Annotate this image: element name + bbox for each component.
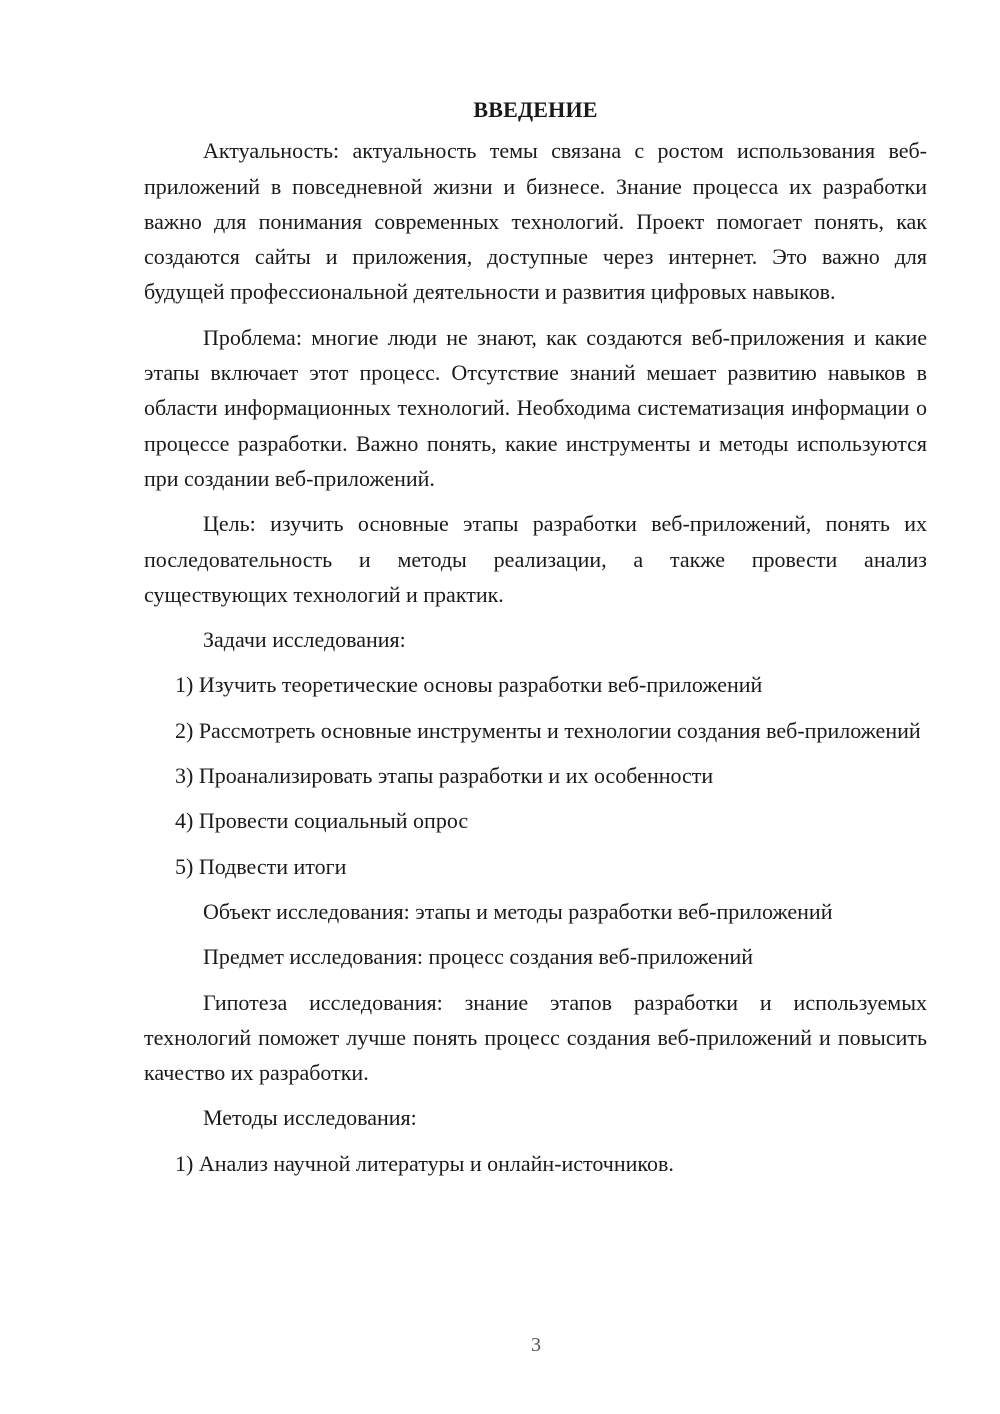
page-content (144, 92, 927, 1191)
method-item-1: 1) Анализ научной литературы и онлайн-источников. (175, 1150, 674, 1176)
page-number: 3 (531, 1334, 541, 1356)
research-subject: Предмет исследования: процесс создания веб-приложений (203, 944, 754, 970)
relevance-paragraph: Актуальность: актуальность темы связана с ростом использования веб-приложений в повседневной жизни и бизнесе. Знание процесса их разработки важно для понимания современных технологий. Проект помогает понять, как создаются сайты и приложения, доступные через интернет. Это важно для будущей профессиональной деятельности и развития цифровых навыков. (144, 138, 927, 305)
task-item-2: 2) Рассмотреть основные инструменты и технологии создания веб-приложений (175, 717, 921, 743)
goal-paragraph: Цель: изучить основные этапы разработки веб-приложений, понять их последовательность и методы реализации, а также провести анализ существующих технологий и практик. (144, 511, 927, 607)
section-title: ВВЕДЕНИЕ (473, 97, 598, 122)
hypothesis-paragraph: Гипотеза исследования: знание этапов разработки и используемых технологий поможет лучше понять процесс создания веб-приложений и повысить качество их разработки. (144, 989, 927, 1086)
methods-heading: Методы исследования: (203, 1105, 417, 1131)
task-item-3: 3) Проанализировать этапы разработки и их особенности (175, 763, 714, 789)
problem-paragraph: Проблема: многие люди не знают, как создаются веб-приложения и какие этапы включает этот процесс. Отсутствие знаний мешает развитию навыков в области информационных технологий. Необходима систематизация информации о процессе разработки. Важно понять, какие инструменты и методы используются при создании веб-приложений. (144, 324, 927, 491)
task-item-1: 1) Изучить теоретические основы разработки веб-приложений (175, 672, 763, 698)
task-item-5: 5) Подвести итоги (175, 853, 347, 879)
task-item-4: 4) Провести социальный опрос (175, 808, 469, 834)
tasks-heading: Задачи исследования: (203, 627, 406, 653)
research-object: Объект исследования: этапы и методы разработки веб-приложений (203, 898, 833, 924)
